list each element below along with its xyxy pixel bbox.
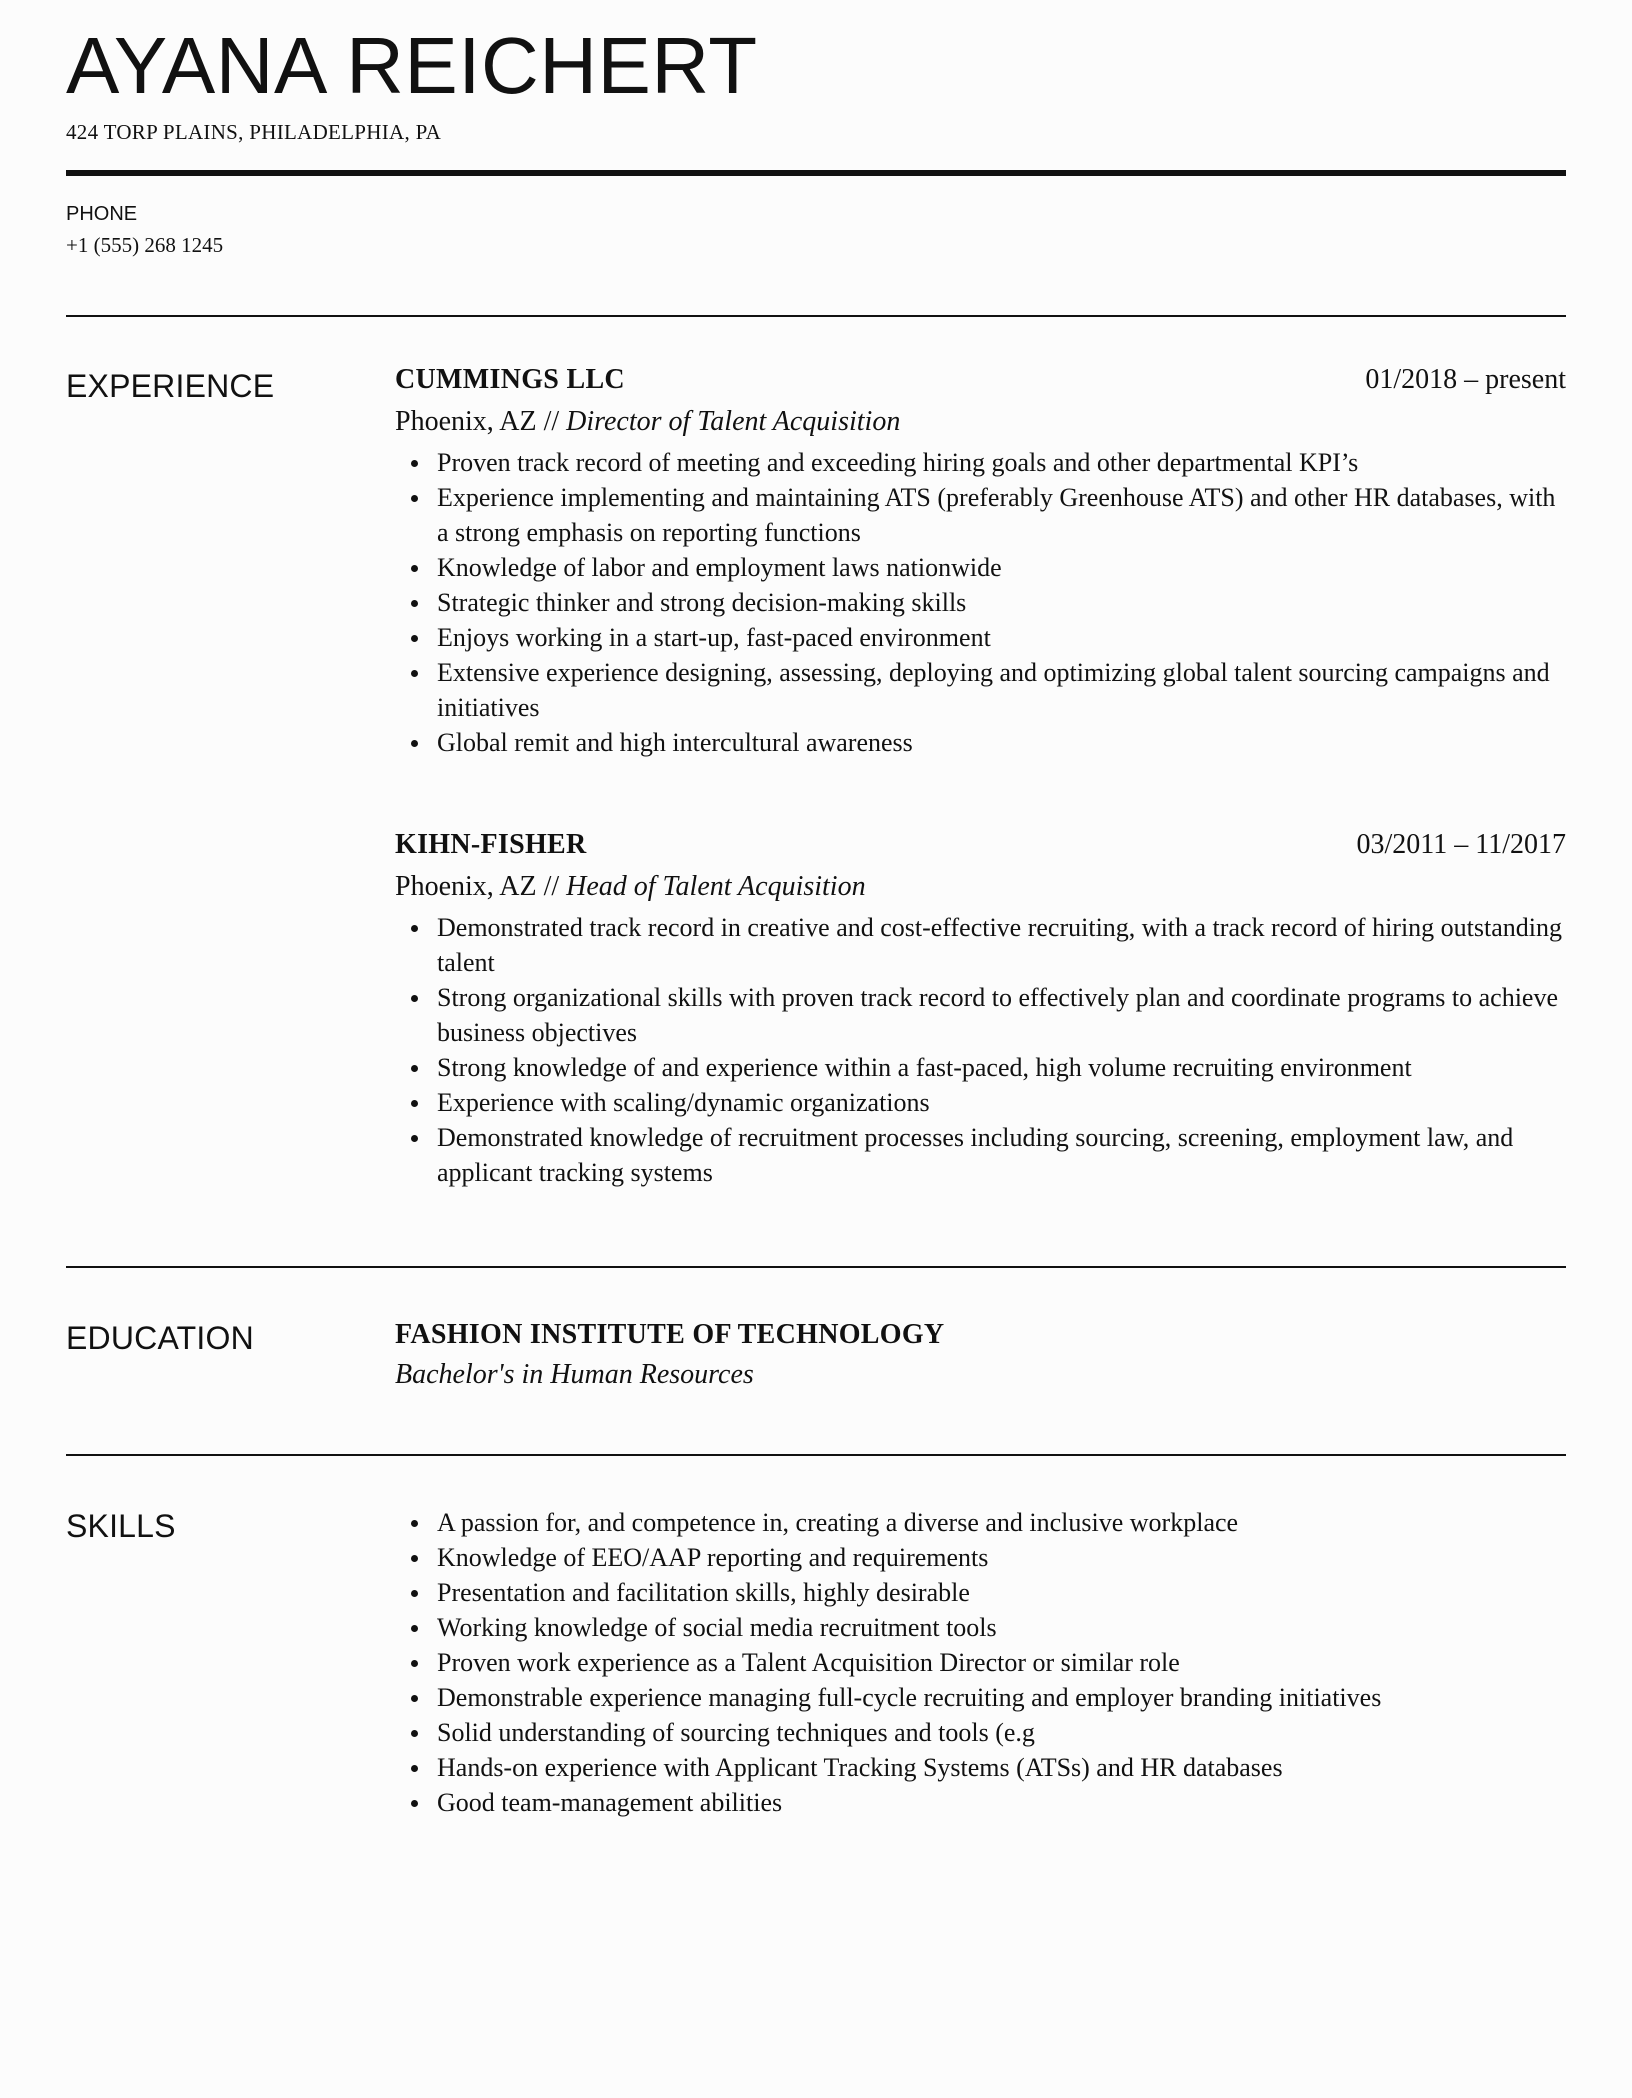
section-divider <box>66 1266 1566 1268</box>
job-entry <box>395 829 1566 1190</box>
job-subline <box>395 402 1566 442</box>
section-title-skills: SKILLS <box>66 1508 176 1544</box>
job-title: Head of Talent Acquisition <box>566 871 866 902</box>
phone-label: PHONE <box>66 203 138 225</box>
section-title-education: EDUCATION <box>66 1320 254 1356</box>
job-dates: 03/2011 – 11/2017 <box>1356 829 1566 860</box>
list-item: Working knowledge of social media recruitment tools <box>395 1610 1566 1645</box>
list-item: Extensive experience designing, assessing, deploying and optimizing global talent sourcing campaigns and initiatives <box>395 655 1566 725</box>
list-item: Proven work experience as a Talent Acquisition Director or similar role <box>395 1645 1566 1680</box>
list-item: Proven track record of meeting and exceeding hiring goals and other departmental KPI’s <box>395 445 1566 480</box>
education-entry <box>395 1315 1566 1395</box>
job-location: Phoenix, AZ <box>395 871 537 902</box>
candidate-name: AYANA REICHERT <box>66 21 758 110</box>
list-item: Enjoys working in a start-up, fast-paced environment <box>395 620 1566 655</box>
job-entry <box>395 364 1566 760</box>
section-divider <box>66 315 1566 317</box>
list-item: Presentation and facilitation skills, highly desirable <box>395 1575 1566 1610</box>
list-item: Global remit and high intercultural awareness <box>395 725 1566 760</box>
school-name: FASHION INSTITUTE OF TECHNOLOGY <box>395 1319 945 1350</box>
location-role-separator: // <box>536 406 567 437</box>
company-name: CUMMINGS LLC <box>395 364 625 395</box>
candidate-address: 424 TORP PLAINS, PHILADELPHIA, PA <box>66 120 442 144</box>
location-role-separator: // <box>536 871 567 902</box>
job-dates: 01/2018 – present <box>1365 364 1566 395</box>
skills-entry <box>395 1505 1566 1820</box>
section-divider <box>66 1454 1566 1456</box>
job-location: Phoenix, AZ <box>395 406 537 437</box>
list-item: Strong organizational skills with proven track record to effectively plan and coordinate programs to achieve business objectives <box>395 980 1566 1050</box>
list-item: Demonstrated knowledge of recruitment processes including sourcing, screening, employment law, and applicant tracking systems <box>395 1120 1566 1190</box>
list-item: Good team-management abilities <box>395 1785 1566 1820</box>
list-item: Strong knowledge of and experience within a fast-paced, high volume recruiting environment <box>395 1050 1566 1085</box>
header-divider <box>66 170 1566 176</box>
list-item: Knowledge of EEO/AAP reporting and requirements <box>395 1540 1566 1575</box>
list-item: Solid understanding of sourcing techniques and tools (e.g <box>395 1715 1566 1750</box>
degree: Bachelor's in Human Resources <box>395 1359 754 1390</box>
list-item: Hands-on experience with Applicant Tracking Systems (ATSs) and HR databases <box>395 1750 1566 1785</box>
list-item: A passion for, and competence in, creating a diverse and inclusive workplace <box>395 1505 1566 1540</box>
job-responsibilities <box>395 910 1566 1190</box>
list-item: Experience implementing and maintaining ATS (preferably Greenhouse ATS) and other HR databases, with a strong emphasis on reporting functions <box>395 480 1566 550</box>
job-title: Director of Talent Acquisition <box>566 406 901 437</box>
list-item: Experience with scaling/dynamic organizations <box>395 1085 1566 1120</box>
list-item: Demonstrated track record in creative and cost-effective recruiting, with a track record of hiring outstanding talent <box>395 910 1566 980</box>
job-subline <box>395 867 1566 907</box>
job-responsibilities <box>395 445 1566 760</box>
section-title-experience: EXPERIENCE <box>66 368 275 404</box>
skills-list <box>395 1505 1566 1820</box>
list-item: Demonstrable experience managing full-cycle recruiting and employer branding initiatives <box>395 1680 1566 1715</box>
phone-number: +1 (555) 268 1245 <box>66 233 224 257</box>
list-item: Strategic thinker and strong decision-making skills <box>395 585 1566 620</box>
company-name: KIHN-FISHER <box>395 829 587 860</box>
list-item: Knowledge of labor and employment laws nationwide <box>395 550 1566 585</box>
